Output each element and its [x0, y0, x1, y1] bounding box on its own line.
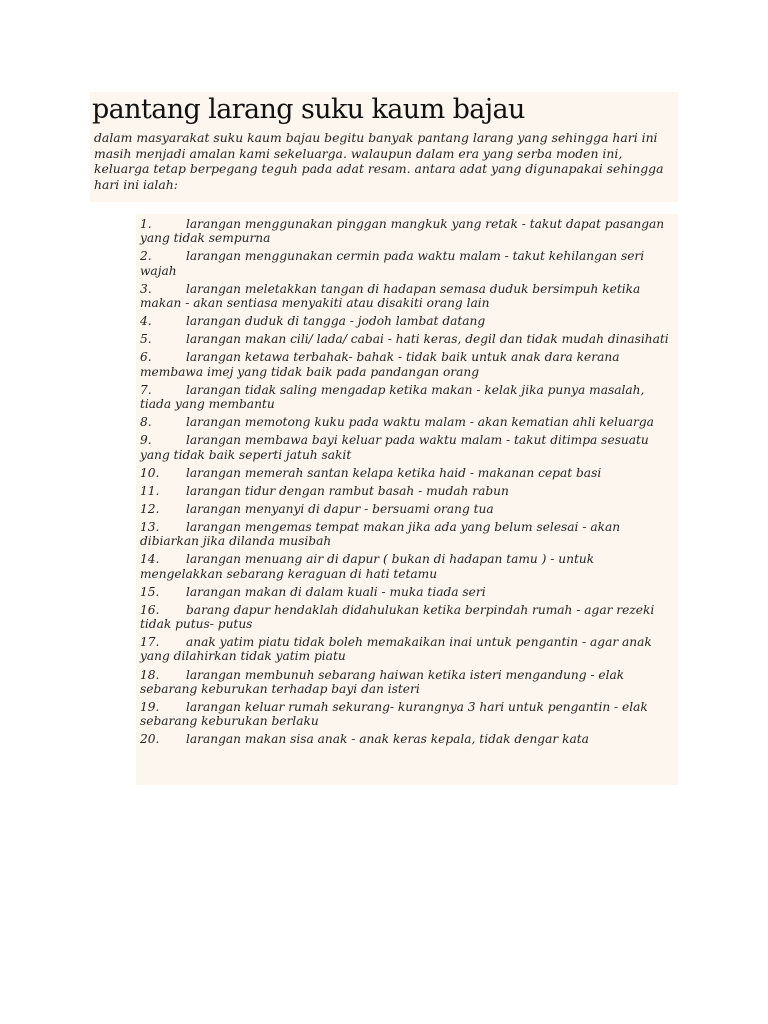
item-number: 12. [140, 501, 160, 516]
list-item [140, 668, 676, 697]
list-item [140, 433, 676, 462]
item-number: 16. [140, 602, 160, 617]
item-number: 18. [140, 667, 160, 682]
item-number: 8. [140, 415, 152, 430]
list-item [140, 732, 676, 746]
item-number: 13. [140, 519, 160, 534]
item-text: larangan tidur dengan rambut basah - mudah rabun [186, 483, 509, 498]
item-number: 14. [140, 552, 160, 567]
list-item [140, 383, 676, 412]
intro-paragraph: dalam masyarakat suku kaum bajau begitu banyak pantang larang yang sehingga hari ini masih menjadi amalan kami sekeluarga. walaupun dalam era yang serba moden ini, keluarga tetap berpegang teguh pada adat resam. antara adat yang digunapakai sehingga hari ini ialah: [94, 130, 664, 192]
item-text: larangan tidak saling mengadap ketika makan - kelak jika punya masalah, tiada yang membantu [140, 382, 645, 412]
item-text: barang dapur hendaklah didahulukan ketika berpindah rumah - agar rezeki tidak putus- putus [140, 602, 655, 632]
item-text: larangan memerah santan kelapa ketika haid - makanan cepat basi [186, 465, 602, 480]
item-text: larangan meletakkan tangan di hadapan semasa duduk bersimpuh ketika makan - akan sentiasa menyakiti atau disakiti orang lain [140, 281, 641, 311]
list-item [140, 585, 676, 599]
list-item [140, 249, 676, 278]
item-number: 20. [140, 732, 160, 747]
item-number: 19. [140, 699, 160, 714]
item-number: 5. [140, 332, 152, 347]
list-item [140, 332, 676, 346]
item-text: larangan makan cili/ lada/ cabai - hati keras, degil dan tidak mudah dinasihati [186, 332, 669, 347]
list-item [140, 415, 676, 429]
prohibition-list [140, 217, 676, 750]
item-number: 6. [140, 350, 152, 365]
list-item [140, 635, 676, 664]
list-item [140, 466, 676, 480]
item-text: larangan menuang air di dapur ( bukan di hadapan tamu ) - untuk mengelakkan sebarang keraguan di hati tetamu [140, 552, 595, 581]
item-number: 3. [140, 281, 152, 296]
item-number: 10. [140, 465, 160, 480]
list-item [140, 282, 676, 311]
item-number: 11. [140, 483, 160, 498]
item-number: 7. [140, 382, 152, 397]
list-item [140, 520, 676, 549]
item-text: larangan ketawa terbahak- bahak - tidak baik untuk anak dara kerana membawa imej yang tidak baik pada pandangan orang [140, 350, 620, 379]
list-item [140, 217, 676, 246]
item-text: larangan menyanyi di dapur - bersuami orang tua [186, 501, 494, 516]
item-number: 9. [140, 433, 152, 448]
list-item [140, 502, 676, 516]
item-text: larangan duduk di tangga - jodoh lambat datang [186, 314, 486, 329]
item-number: 2. [140, 249, 152, 264]
item-number: 1. [140, 217, 152, 231]
item-text: larangan membawa bayi keluar pada waktu malam - takut ditimpa sesuatu yang tidak baik seperti jatuh sakit [140, 433, 649, 462]
item-text: larangan memotong kuku pada waktu malam - akan kematian ahli keluarga [186, 415, 654, 430]
item-text: larangan makan sisa anak - anak keras kepala, tidak dengar kata [186, 732, 589, 747]
list-item [140, 350, 676, 379]
item-text: larangan menggunakan pinggan mangkuk yang retak - takut dapat pasangan yang tidak sempurna [140, 217, 665, 246]
list-item [140, 484, 676, 498]
item-number: 15. [140, 584, 160, 599]
item-number: 17. [140, 635, 160, 650]
item-text: larangan makan di dalam kuali - muka tiada seri [186, 584, 486, 599]
list-item [140, 603, 676, 632]
list-item [140, 314, 676, 328]
item-text: larangan keluar rumah sekurang- kurangnya 3 hari untuk pengantin - elak sebarang keburukan berlaku [140, 699, 648, 729]
item-number: 4. [140, 314, 152, 329]
page-title: pantang larang suku kaum bajau [92, 94, 525, 125]
list-item [140, 552, 676, 581]
item-text: larangan menggunakan cermin pada waktu malam - takut kehilangan seri wajah [140, 249, 645, 278]
list-item [140, 700, 676, 729]
item-text: larangan mengemas tempat makan jika ada yang belum selesai - akan dibiarkan jika dilanda musibah [140, 519, 621, 549]
item-text: larangan membunuh sebarang haiwan ketika isteri mengandung - elak sebarang keburukan terhadap bayi dan isteri [140, 667, 625, 696]
item-text: anak yatim piatu tidak boleh memakaikan inai untuk pengantin - agar anak yang dilahirkan tidak yatim piatu [140, 635, 652, 664]
